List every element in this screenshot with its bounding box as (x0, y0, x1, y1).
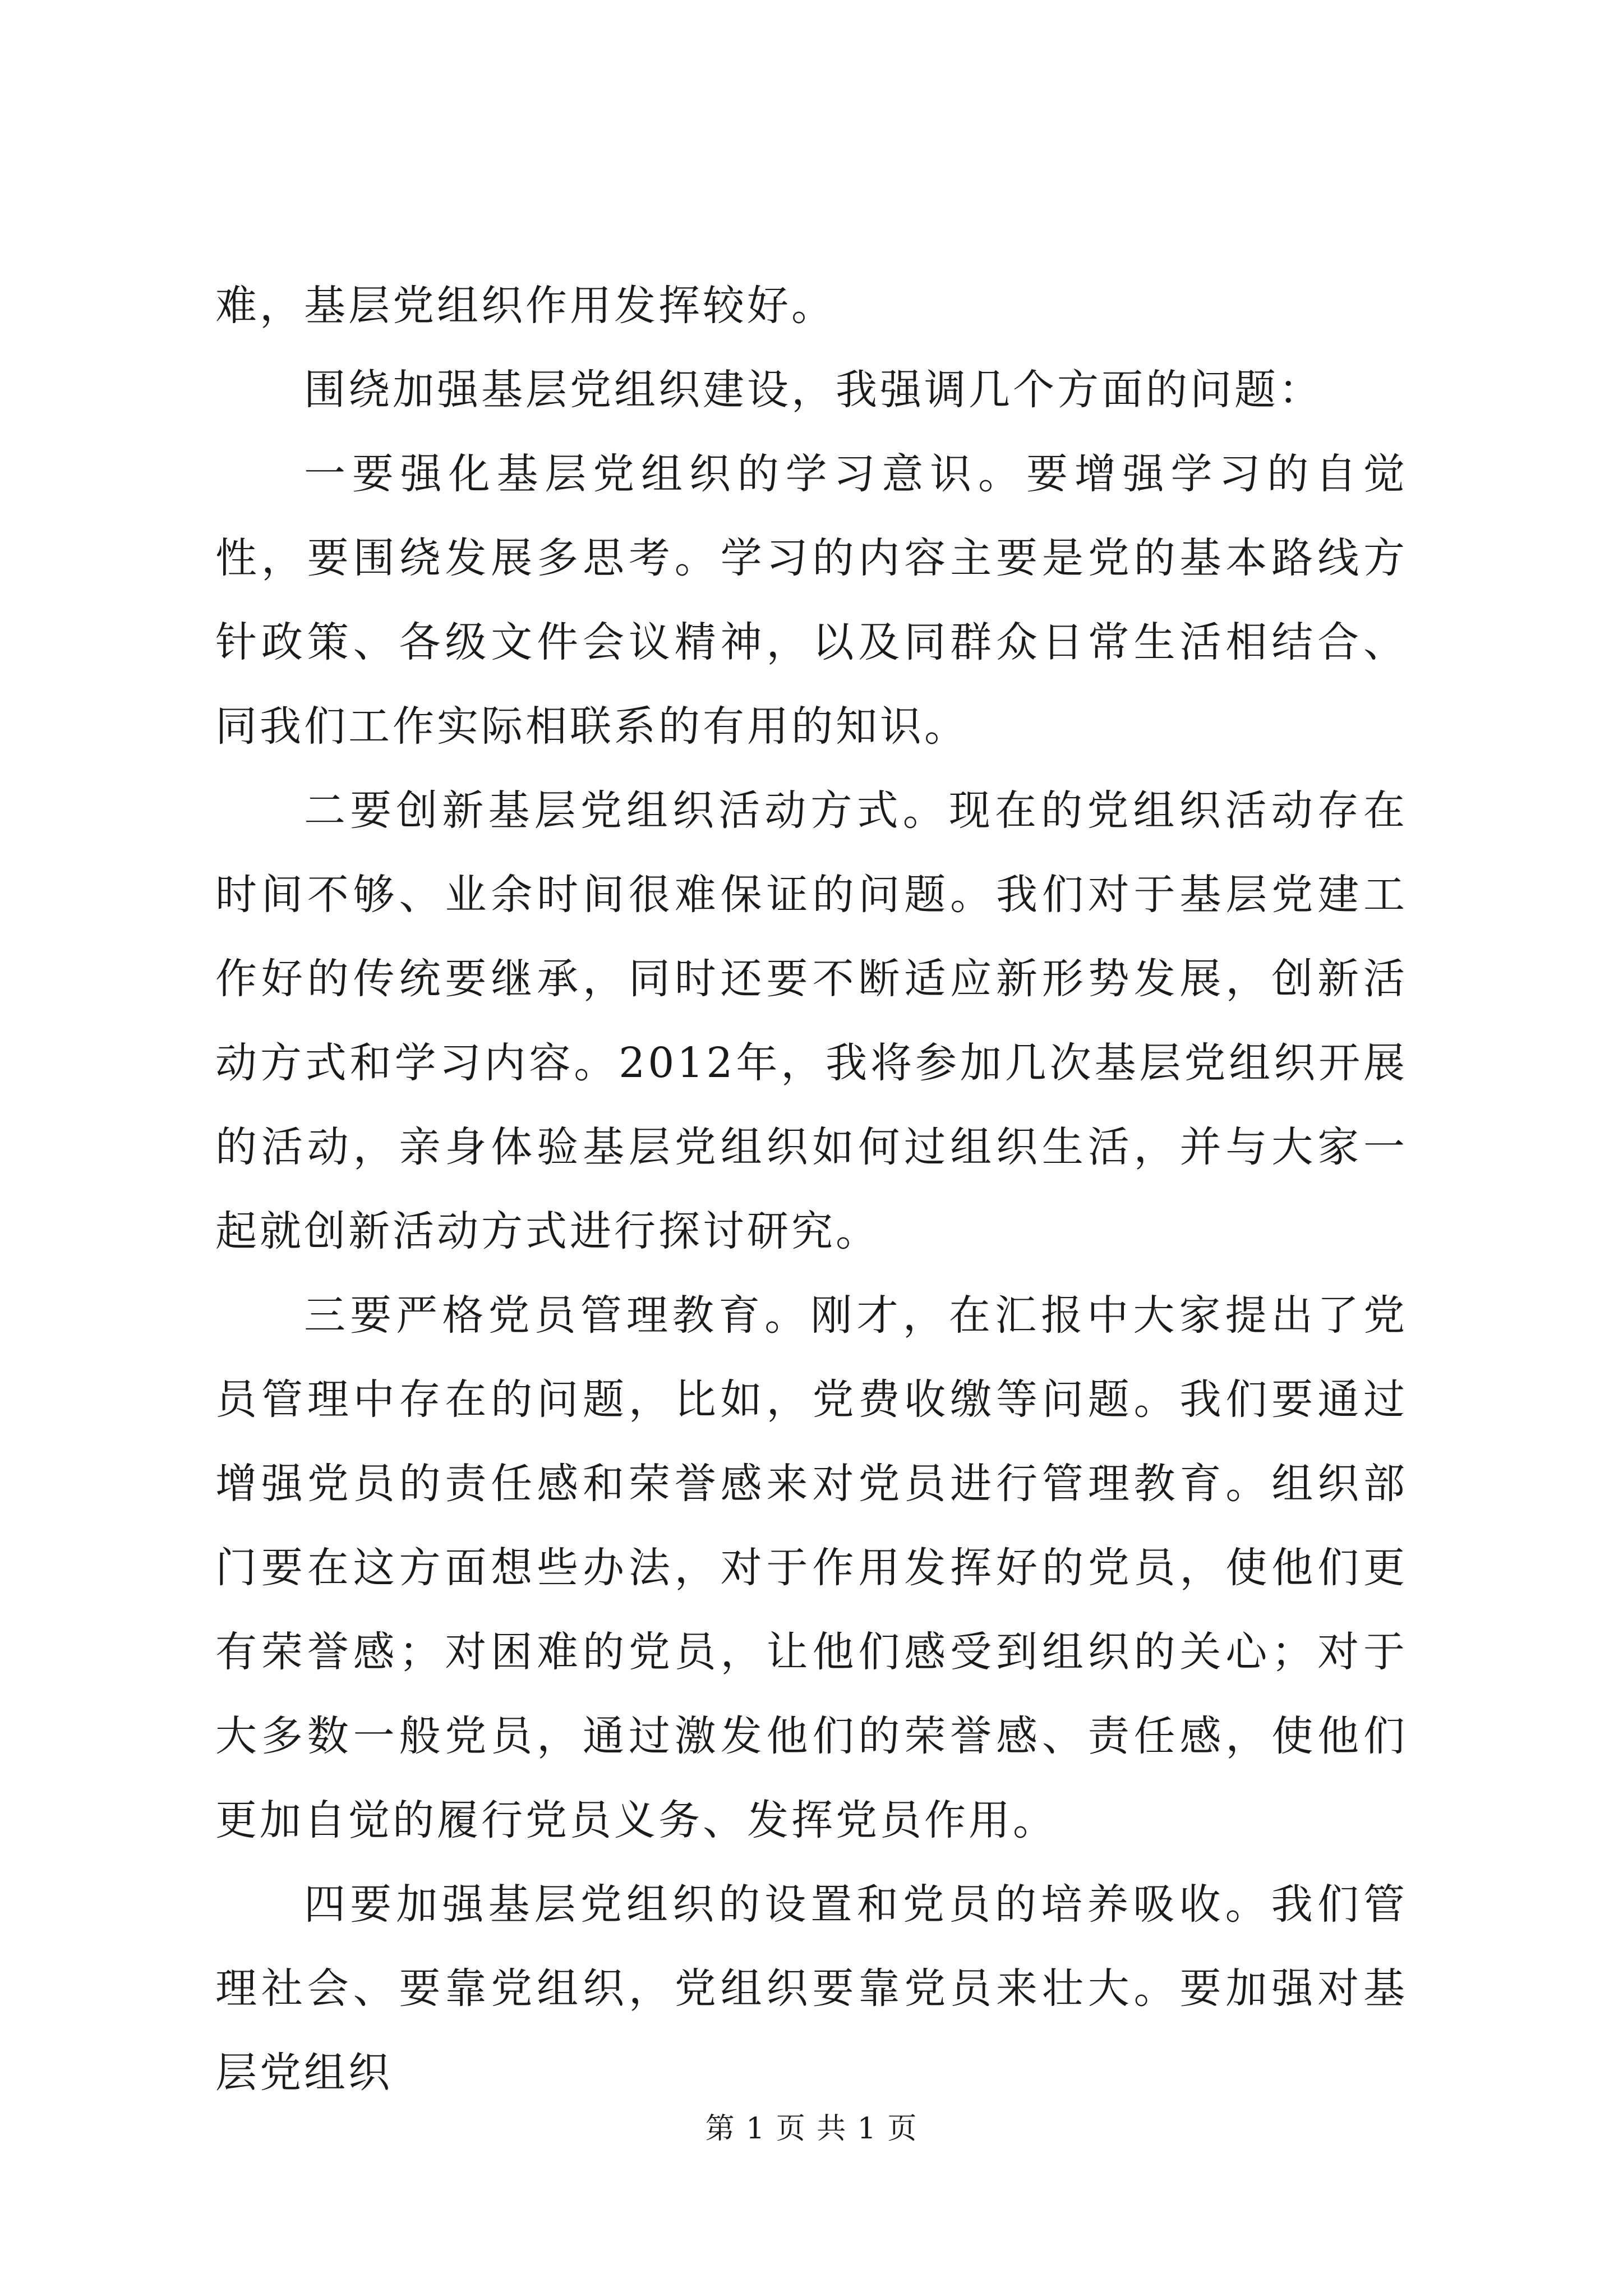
page-footer (0, 2109, 1623, 2148)
document-body (215, 264, 1408, 2115)
paragraph-point-three: 三要严格党员管理教育。刚才，在汇报中大家提出了党员管理中存在的问题，比如，党费收缴等问题。我们要通过增强党员的责任感和荣誉感来对党员进行管理教育。组织部门要在这方面想些办法，对于作用发挥好的党员，使他们更有荣誉感；对困难的党员，让他们感受到组织的关心；对于大多数一般党员，通过激发他们的荣誉感、责任感，使他们更加自觉的履行党员义务、发挥党员作用。 (215, 1291, 1408, 1844)
paragraph-point-one: 一要强化基层党组织的学习意识。要增强学习的自觉性，要围绕发展多思考。学习的内容主要是党的基本路线方针政策、各级文件会议精神，以及同群众日常生活相结合、同我们工作实际相联系的有用的知识。 (215, 450, 1408, 751)
page-number: 第 1 页 共 1 页 (705, 2112, 918, 2146)
paragraph-intro: 围绕加强基层党组织建设，我强调几个方面的问题： (304, 366, 1323, 414)
paragraph-point-two: 二要创新基层党组织活动方式。现在的党组织活动存在时间不够、业余时间很难保证的问题。我们对于基层党建工作好的传统要继承，同时还要不断适应新形势发展，创新活动方式和学习内容。2012年，我将参加几次基层党组织开展的活动，亲身体验基层党组织如何过组织生活，并与大家一起就创新活动方式进行探讨研究。 (215, 786, 1408, 1255)
paragraph-continuation: 难，基层党组织作用发挥较好。 (215, 282, 836, 330)
paragraph-point-four: 四要加强基层党组织的设置和党员的培养吸收。我们管理社会、要靠党组织，党组织要靠党员来壮大。要加强对基层党组织 (215, 1880, 1408, 2097)
